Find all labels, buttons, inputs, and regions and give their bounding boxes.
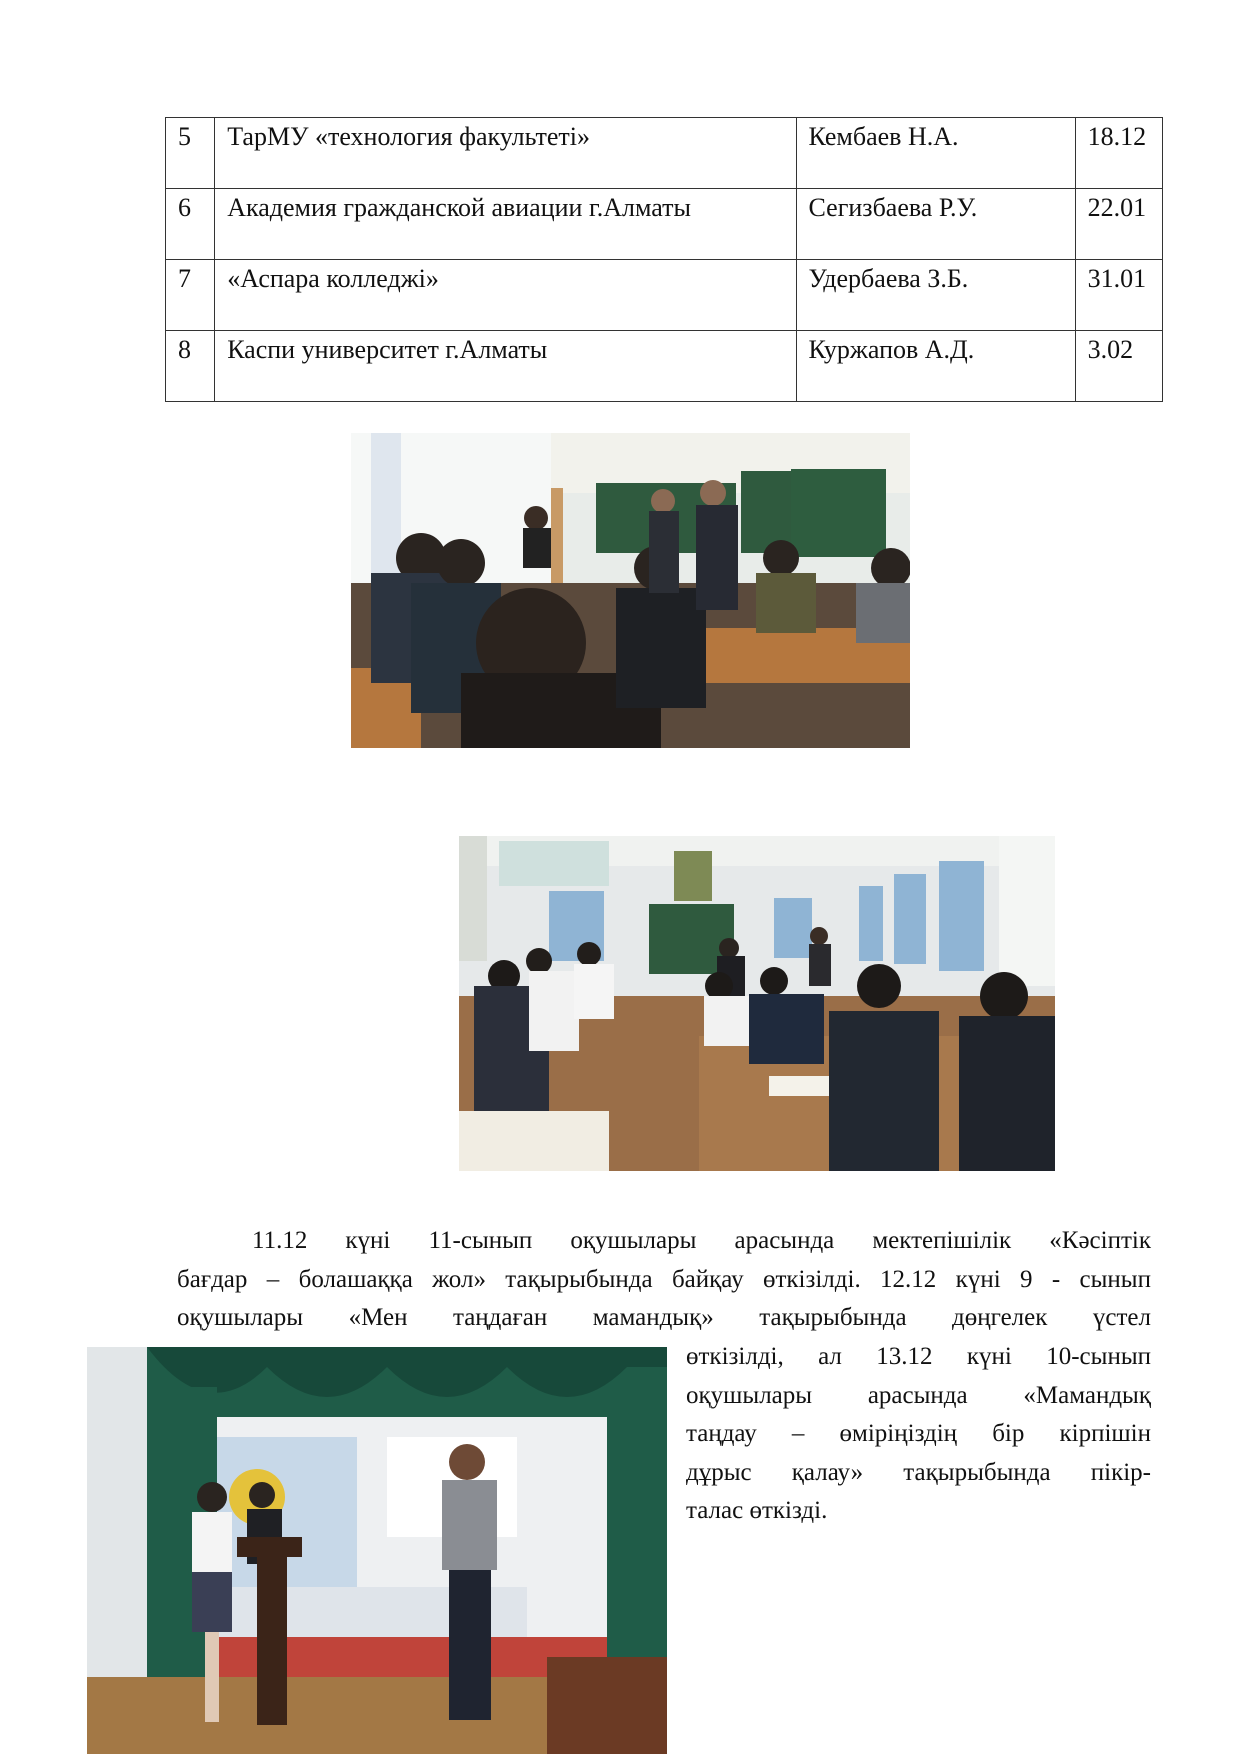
organization-cell: «Аспара колледжі»: [215, 260, 796, 331]
paragraph-line: 11.12 күні 11-сынып оқушылары арасында мектепішілік «Кәсіптік: [252, 1227, 1151, 1254]
paragraph-line: оқушылары «Мен таңдаған мамандық» тақырыбында дөңгелек үстел: [177, 1304, 1151, 1331]
organization-cell: Академия гражданской авиации г.Алматы: [215, 189, 796, 260]
paragraph-line: өткізілді, ал 13.12 күні 10-сынып: [686, 1343, 1151, 1370]
classroom-visit-photo: [351, 433, 910, 748]
paragraph-line: дұрыс қалау» тақырыбында пікір-: [686, 1458, 1151, 1486]
table-row: [166, 118, 1163, 189]
date-cell: 22.01: [1075, 189, 1162, 260]
paragraph-block-top: [177, 1222, 1151, 1338]
paragraph-line: бағдар – болашаққа жол» тақырыбында байқау өткізілді. 12.12 күні 9 - сынып: [177, 1265, 1151, 1293]
person-cell: Удербаева З.Б.: [796, 260, 1075, 331]
row-number: 7: [166, 260, 215, 331]
person-cell: Кембаев Н.А.: [796, 118, 1075, 189]
date-cell: 31.01: [1075, 260, 1162, 331]
organization-cell: Каспи университет г.Алматы: [215, 331, 796, 402]
paragraph-line: оқушылары арасында «Мамандық: [686, 1381, 1151, 1409]
assembly-hall-photo: [87, 1347, 667, 1754]
paragraph-line: талас өткізді.: [686, 1497, 828, 1524]
row-number: 8: [166, 331, 215, 402]
events-table: [165, 117, 1163, 402]
classroom-lesson-photo: [459, 836, 1055, 1171]
date-cell: 18.12: [1075, 118, 1162, 189]
table-row: [166, 189, 1163, 260]
paragraph-line: таңдау – өміріңіздің бір кірпішін: [686, 1420, 1151, 1447]
row-number: 6: [166, 189, 215, 260]
date-cell: 3.02: [1075, 331, 1162, 402]
person-cell: Сегизбаева Р.У.: [796, 189, 1075, 260]
person-cell: Куржапов А.Д.: [796, 331, 1075, 402]
organization-cell: ТарМУ «технология факультеті»: [215, 118, 796, 189]
row-number: 5: [166, 118, 215, 189]
paragraph-block-side: [686, 1338, 1151, 1531]
table-row: [166, 260, 1163, 331]
table-row: [166, 331, 1163, 402]
